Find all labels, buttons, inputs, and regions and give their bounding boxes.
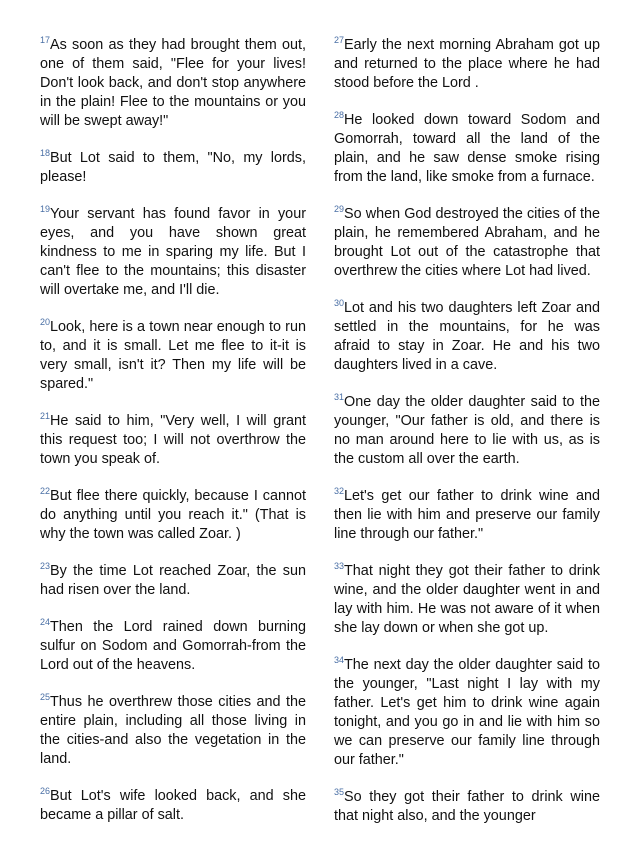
verse-number: 27 xyxy=(334,35,345,46)
verse-text: But Lot said to them, "No, my lords, please! xyxy=(40,150,306,185)
verse-text: By the time Lot reached Zoar, the sun had risen over the land. xyxy=(40,563,306,598)
verse-32 xyxy=(334,487,600,544)
verse-17 xyxy=(40,36,306,131)
verse-25 xyxy=(40,693,306,769)
verse-number: 21 xyxy=(40,411,51,422)
verse-number: 30 xyxy=(334,298,345,309)
verse-text: But Lot's wife looked back, and she became a pillar of salt. xyxy=(40,788,306,823)
right-column xyxy=(334,36,600,844)
verse-number: 33 xyxy=(334,561,345,572)
verse-28 xyxy=(334,111,600,187)
verse-text: Early the next morning Abraham got up and returned to the place where he had stood before the Lord . xyxy=(334,37,600,91)
verse-19 xyxy=(40,205,306,300)
verse-text: Your servant has found favor in your eyes, and you have shown great kindness to me in sparing my life. But I can't flee to the mountains; this disaster will overtake me, and I'll die. xyxy=(40,206,306,298)
verse-text: The next day the older daughter said to the younger, "Last night I lay with my father. Let's get him to drink wine again tonight, and you go in and lie with him so we can preserve our family line through our father." xyxy=(334,657,600,768)
verse-text: Lot and his two daughters left Zoar and settled in the mountains, for he was afraid to stay in Zoar. He and his two daughters lived in a cave. xyxy=(334,300,600,373)
verse-text: He said to him, "Very well, I will grant this request too; I will not overthrow the town you speak of. xyxy=(40,413,306,467)
verse-23 xyxy=(40,562,306,600)
verse-number: 19 xyxy=(40,204,51,215)
verse-number: 24 xyxy=(40,617,51,628)
left-column xyxy=(40,36,306,843)
verse-number: 23 xyxy=(40,561,51,572)
verse-number: 32 xyxy=(334,486,345,497)
verse-number: 20 xyxy=(40,317,51,328)
verse-number: 26 xyxy=(40,786,51,797)
verse-number: 22 xyxy=(40,486,51,497)
verse-18 xyxy=(40,149,306,187)
verse-text: That night they got their father to drink wine, and the older daughter went in and lay with him. He was not aware of it when she lay down or when she got up. xyxy=(334,563,600,636)
verse-number: 18 xyxy=(40,148,51,159)
verse-number: 35 xyxy=(334,787,345,798)
verse-text: As soon as they had brought them out, one of them said, "Flee for your lives! Don't look back, and don't stop anywhere in the plain! Flee to the mountains or you will be swept away!" xyxy=(40,37,306,129)
verse-number: 25 xyxy=(40,692,51,703)
verse-text: Look, here is a town near enough to run to, and it is small. Let me flee to it-it is very small, isn't it? Then my life will be spared." xyxy=(40,319,306,392)
verse-31 xyxy=(334,393,600,469)
verse-34 xyxy=(334,656,600,770)
verse-number: 28 xyxy=(334,110,345,121)
verse-22 xyxy=(40,487,306,544)
verse-text: So they got their father to drink wine that night also, and the younger xyxy=(334,789,600,824)
verse-text: He looked down toward Sodom and Gomorrah, toward all the land of the plain, and he saw dense smoke rising from the land, like smoke from a furnace. xyxy=(334,112,600,185)
verse-29 xyxy=(334,205,600,281)
verse-text: So when God destroyed the cities of the plain, he remembered Abraham, and he brought Lot out of the catastrophe that overthrew the cities where Lot had lived. xyxy=(334,206,600,279)
verse-24 xyxy=(40,618,306,675)
verse-text: Then the Lord rained down burning sulfur on Sodom and Gomorrah-from the Lord out of the heavens. xyxy=(40,619,306,673)
verse-text: Thus he overthrew those cities and the entire plain, including all those living in the cities-and also the vegetation in the land. xyxy=(40,694,306,767)
verse-number: 17 xyxy=(40,35,51,46)
verse-27 xyxy=(334,36,600,93)
verse-text: Let's get our father to drink wine and then lie with him and preserve our family line through our father." xyxy=(334,488,600,542)
verse-33 xyxy=(334,562,600,638)
verse-text: But flee there quickly, because I cannot do anything until you reach it." (That is why the town was called Zoar. ) xyxy=(40,488,306,542)
verse-20 xyxy=(40,318,306,394)
verse-number: 29 xyxy=(334,204,345,215)
verse-number: 31 xyxy=(334,392,345,403)
verse-number: 34 xyxy=(334,655,345,666)
verse-26 xyxy=(40,787,306,825)
verse-30 xyxy=(334,299,600,375)
verse-35 xyxy=(334,788,600,826)
verse-text: One day the older daughter said to the younger, "Our father is old, and there is no man around here to lie with us, as is the custom all over the earth. xyxy=(334,394,600,467)
verse-21 xyxy=(40,412,306,469)
